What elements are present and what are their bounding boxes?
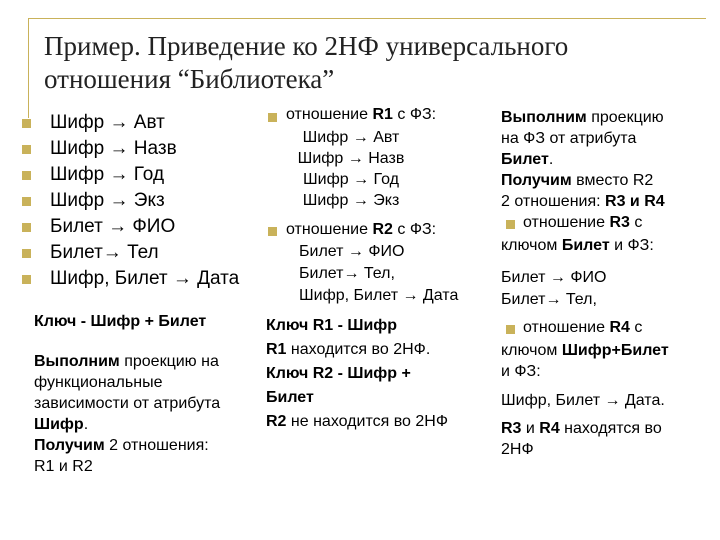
bullet-square-icon: [506, 220, 515, 229]
fd-text: Шифр → Назв: [50, 138, 177, 159]
projection-r2-paragraph: [501, 107, 711, 212]
nf1-text: находится во 2НФ.: [286, 341, 431, 358]
nf1-name: R1: [266, 341, 287, 358]
got-bold: Получим: [34, 437, 105, 454]
key-r1: Ключ R1 - Шифр: [266, 317, 398, 334]
r4-name: R4: [609, 319, 630, 336]
r1-heading: [286, 104, 436, 125]
r4-heading: [523, 317, 642, 338]
fd-text: Билет → ФИО: [50, 216, 176, 237]
list-item: Билет→ Тел,: [299, 265, 395, 282]
list-item: [22, 214, 239, 240]
p-text: на ФЗ от атрибута: [501, 130, 637, 147]
r3-key-line: [501, 235, 654, 256]
frame-left-line: [28, 18, 29, 118]
list-item: Билет → ФИО: [501, 269, 607, 286]
r4-key-line: [501, 340, 669, 361]
list-item: Шифр → Авт: [302, 129, 400, 146]
key-label: Ключ: [34, 313, 77, 330]
r4-key: Шифр+Билет: [561, 342, 669, 359]
r2-pre: отношение: [286, 221, 373, 238]
r3-text: ключом: [501, 237, 562, 254]
r1-post: с ФЗ:: [392, 106, 437, 123]
list-item: [22, 110, 239, 136]
bullet-square-icon: [268, 113, 277, 122]
proj-text: зависимости от атрибута: [34, 395, 221, 412]
got-text: R1 и R2: [34, 458, 93, 475]
bullet-square-icon: [22, 171, 31, 180]
proj-text: функциональные: [34, 374, 163, 391]
key-value: - Шифр + Билет: [76, 313, 207, 330]
got-text: 2 отношения:: [104, 437, 209, 454]
end-r3: R3: [501, 420, 522, 437]
g-text: 2 отношения:: [501, 193, 606, 210]
proj-text: проекцию на: [119, 353, 219, 370]
bullet-square-icon: [22, 145, 31, 154]
r2-post: с ФЗ:: [392, 221, 437, 238]
list-item: Шифр, Билет → Дата: [299, 287, 459, 304]
end-text: 2НФ: [501, 441, 534, 458]
nf2-name: R2: [266, 413, 287, 430]
fd-text: Шифр → Авт: [50, 112, 165, 133]
p-attr: Билет: [501, 151, 549, 168]
g-bold: Получим: [501, 172, 572, 189]
bullet-square-icon: [268, 227, 277, 236]
bullet-square-icon: [22, 249, 31, 258]
proj-attr: Шифр: [34, 416, 84, 433]
p-dot: .: [548, 151, 554, 168]
r3-post: с: [629, 214, 643, 231]
fd-text: Шифр, Билет → Дата: [50, 268, 240, 289]
proj-dot: .: [83, 416, 89, 433]
r3-text: и ФЗ:: [609, 237, 654, 254]
g-text: вместо R2: [571, 172, 654, 189]
p-text: проекцию: [586, 109, 664, 126]
list-item: [22, 266, 239, 292]
list-item: Шифр → Экз: [302, 192, 400, 209]
r3-pre: отношение: [523, 214, 610, 231]
frame-top-line: [28, 18, 706, 19]
list-item: [22, 188, 239, 214]
list-item: Билет → ФИО: [299, 243, 405, 260]
fd-list: [22, 110, 239, 292]
fd-text: Шифр → Год: [50, 164, 165, 185]
bullet-square-icon: [22, 275, 31, 284]
r3-heading: [523, 212, 642, 233]
r4-text: ключом: [501, 342, 562, 359]
nf2-text: не находится во 2НФ: [286, 413, 448, 430]
r2-name: R2: [372, 221, 393, 238]
g-rels: R3 и R4: [605, 193, 665, 210]
list-item: [22, 162, 239, 188]
r3-name: R3: [609, 214, 630, 231]
list-item: Шифр → Год: [302, 171, 400, 188]
end-text: находятся во: [559, 420, 662, 437]
bullet-square-icon: [22, 223, 31, 232]
bullet-square-icon: [506, 325, 515, 334]
end-r4: R4: [539, 420, 560, 437]
r4-pre: отношение: [523, 319, 610, 336]
key-line: [34, 311, 206, 332]
p-bold: Выполним: [501, 109, 587, 126]
key-r2-cont: Билет: [266, 389, 314, 406]
bullet-square-icon: [22, 197, 31, 206]
fd-text: Билет→ Тел: [50, 242, 159, 263]
key-r2: Ключ R2 - Шифр +: [266, 365, 411, 382]
r1-pre: отношение: [286, 106, 373, 123]
conclusion: [501, 418, 711, 460]
r4-post: с: [629, 319, 643, 336]
list-item: Шифр, Билет → Дата.: [501, 392, 665, 409]
end-text: и: [521, 420, 540, 437]
list-item: [22, 136, 239, 162]
slide-title: [44, 30, 684, 96]
r2-heading: [286, 219, 436, 240]
projection-paragraph: [34, 351, 254, 477]
list-item: Шифр → Назв: [297, 150, 405, 167]
title-line-1: Пример. Приведение ко 2НФ универсального: [44, 31, 569, 61]
keys-paragraph: [266, 314, 491, 434]
r1-fd-list: [286, 127, 416, 211]
r4-text: и ФЗ:: [501, 363, 541, 380]
proj-bold: Выполним: [34, 353, 120, 370]
title-line-2: отношения “Библиотека”: [44, 64, 335, 94]
list-item: Билет→ Тел,: [501, 291, 597, 308]
r1-name: R1: [372, 106, 393, 123]
fd-text: Шифр → Экз: [50, 190, 165, 211]
list-item: [22, 240, 239, 266]
bullet-square-icon: [22, 119, 31, 128]
r3-key: Билет: [561, 237, 610, 254]
